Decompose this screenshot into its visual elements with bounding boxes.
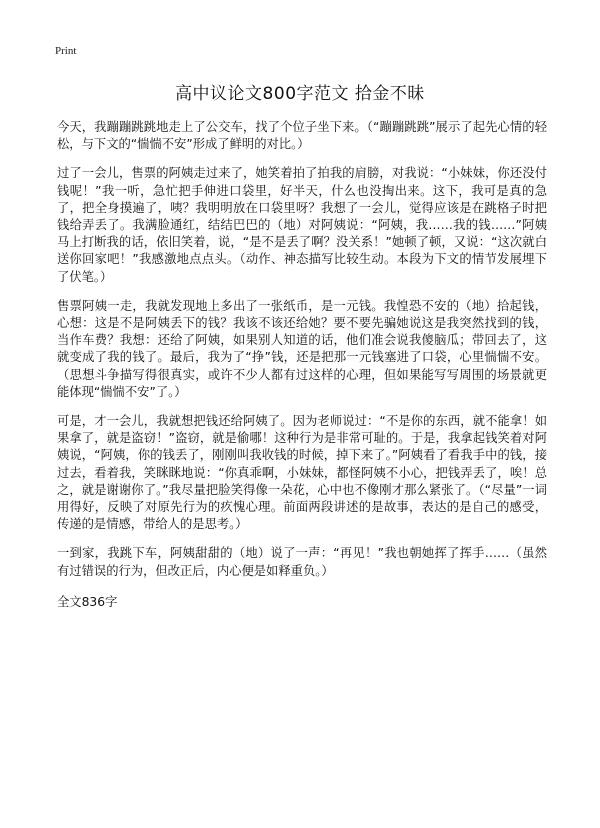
paragraph-1: 今天，我蹦蹦跳跳地走上了公交车，找了个位子坐下来。（“蹦蹦跳跳”展示了起先心情的轻松，与下文的“惴惴不安”形成了鲜明的对比。）: [57, 120, 547, 152]
paragraph-4: 可是，才一会儿，我就想把钱还给阿姨了。因为老师说过：“不是你的东西，就不能拿！如果拿了，就是盗窃！”盗窃，就是偷哪！这种行为是非常可耻的。于是，我拿起钱笑着对阿姨说，“阿姨，你的钱丢了，刚刚叫我收钱的时候，掉下来了。”阿姨看了看我手中的钱，接过去，看着我，笑眯眯地说：“你真乖啊，小妹妹，都怪阿姨不小心，把钱弄丢了，唉！总之，就是谢谢你了。”我尽量把脸笑得像一朵花，心中也不像刚才那么紧张了。（“尽量”一词用得好，反映了对原先行为的疚愧心理。前面两段讲述的是故事，表达的是自己的感受，传递的是情感，带给人的是思考。）: [57, 414, 547, 532]
page-title: 高中议论文800字范文 拾金不昧: [175, 84, 425, 104]
paragraph-2: 过了一会儿，售票的阿姨走过来了，她笑着拍了拍我的肩膀，对我说：“小妹妹，你还没付钱呢！”我一听，急忙把手伸进口袋里，好半天，什么也没掏出来。这下，我可是真的急了，把全身摸遍了，咦？我明明放在口袋里呀？我想了一会儿，觉得应该是在跳格子时把钱给弄丢了。我满脸通红，结结巴巴的（地）对阿姨说：“阿姨，我……我的钱……”阿姨马上打断我的话，依旧笑着，说，“是不是丢了啊？没关系！”她顿了顿，又说：“这次就白送你回家吧！”我感激地点点头。（动作、神态描写比较生动。本段为下文的情节发展埋下了伏笔。）: [57, 166, 547, 284]
word-count: 全文836字: [57, 594, 118, 609]
paragraph-3: 售票阿姨一走，我就发现地上多出了一张纸币，是一元钱。我惶恐不安的（地）拾起钱，心想：这是不是阿姨丢下的钱？我该不该还给她？要不要先骗她说这是我突然找到的钱，当作车费？我想：还给了阿姨，如果别人知道的话，他们准会说我傻脑瓜；带回去了，这就变成了我的钱了。最后，我为了“挣”钱，还是把那一元钱塞进了口袋，心里惴惴不安。（思想斗争描写得很真实，或许不少人都有过这样的心理，但如果能写写周围的场景就更能体现“惴惴不安”了。）: [57, 298, 547, 399]
paragraph-5: 一到家，我跳下车，阿姨甜甜的（地）说了一声：“再见！”我也朝她挥了挥手……（虽然有过错误的行为，但改正后，内心便是如释重负。）: [57, 546, 547, 578]
print-label: Print: [55, 45, 77, 57]
article-body: [57, 119, 547, 610]
